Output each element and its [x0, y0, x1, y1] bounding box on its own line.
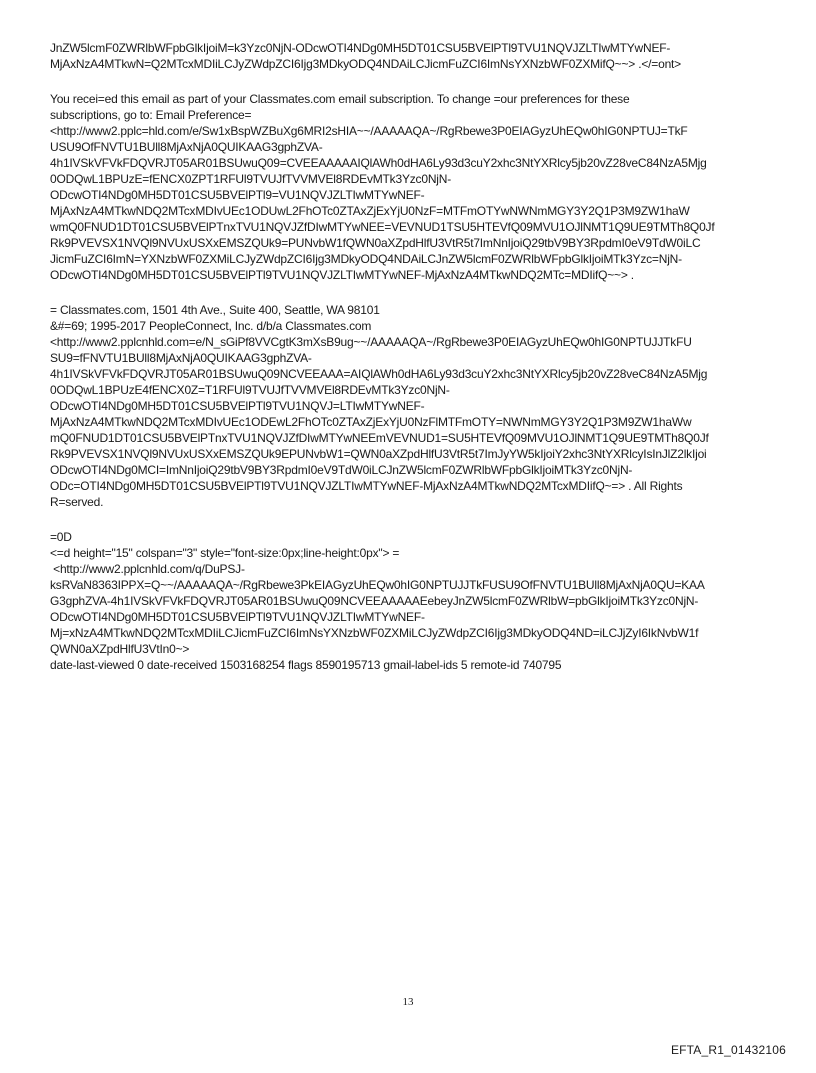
email-metadata: =0D <=d height="15" colspan="3" style="font-size:0px;line-height:0px"> = <http://www2.pplcnhld.com/q/DuPSJ- ksRVaN8363IPPX=Q~~/AAAAAQA~/RgRbewe3PkEIAGyzUhEQw0hIG0NPTUJJTkFUSU9OfFNVTU1BUll8MjAxNjA0QU=KAA G3gphZVA-4h1IVSkVFVkFDQVRJT05AR01BSUwuQ09NCVEEAAAAAEebeyJnZW5lcmF0ZWRlbW=pbGlkIjoiMTk3Yzc0NjN- ODcwOTI4NDg0MH5DT01CSU5BVElPTl9TVU1NQVJZLTIwMTYwNEF- Mj=xNzA4MTkwNDQ2MTcxMDIiLCJicmFuZCI6ImNsYXNzbWF0ZXMiLCJyZWdpZCI6Ijg3MDkyODQ4ND=iLCJjZyI6IkNvbW1f QWN0aXZpdHlfU3VtIn0~> date-last-viewed 0 date-received 1503168254 flags 8590195713 gmail-label-ids 5 remote-id 740795	[50, 530, 705, 672]
company-address-copyright: = Classmates.com, 1501 4th Ave., Suite 400, Seattle, WA 98101 &#=69; 1995-2017 PeopleConnect, Inc. d/b/a Classmates.com <http://www2.pplcnhld.com=e/N_sGiPf8VVCgtK3mXsB9ug~~/AAAAAQA~/RgRbewe3P0EIAGyzUhEQw0hIG0NPTUJJTkFU SU9=fFNVTU1BUll8MjAxNjA0QUIKAAG3gphZVA- 4h1IVSkVFVkFDQVRJT05AR01BSUwuQ09NCVEEAAA=AIQlAWh0dHA6Ly93d3cuY2xhc3NtYXRlcy5jb20vZ28veC84NzA5Mjg 0ODQwL1BPUzE4fENCX0Z=T1RFUl9TVUJfTVVMVEl8RDEvMTk3Yzc0NjN- ODcwOTI4NDg0MH5DT01CSU5BVElPTl9TVU1NQVJ=LTIwMTYwNEF- MjAxNzA4MTkwNDQ2MTcxMDIvUEc1ODEwL2FhOTc0ZTAxZjExYjU0NzFlMTFmOTY=NWNmMGY3Y2Q1P3M9ZW1haWw mQ0FNUD1DT01CSU5BVElPTnxTVU1NQVJZfDIwMTYwNEEmVEVNUD1=SU5HTEVfQ09MVU1OJlNMT1Q9UE9TMTh8Q0Jf Rk9PVEVSX1NVQl9NVUxUSXxEMSZQUk9EPUNvbW1=QWN0aXZpdHlfU3VtR5t7ImJyYW5kIjoiY2xhc3NtYXRlcyIsInJlZ2lkIjoi ODcwOTI4NDg0MCI=ImNnIjoiQ29tbV9BY3RpdmI0eV9TdW0iLCJnZW5lcmF0ZWRlbWFpbGlkIjoiMTk3Yzc0NjN- ODc=OTI4NDg0MH5DT01CSU5BVElPTl9TVU1NQVJZLTIwMTYwNEF-MjAxNzA4MTkwNDQ2MTcxMDIifQ~=> . All Rights R=served.	[50, 303, 709, 509]
subscription-notice: You recei=ed this email as part of your Classmates.com email subscription. To change =our preferences for these subscriptions, go to: Email Preference= <http://www2.pplc=hld.com/e/Sw1xBspWZBuXg6MRI2sHIA~~/AAAAAQA~/RgRbewe3P0EIAGyzUhEQw0hIG0NPTUJ=TkF USU9OfFNVTU1BUll8MjAxNjA0QUIKAAG3gphZVA- 4h1IVSkVFVkFDQVRJT05AR01BSUwuQ09=CVEEAAAAAIQlAWh0dHA6Ly93d3cuY2xhc3NtYXRlcy5jb20vZ28veC84NzA5Mjg 0ODQwL1BPUzE=fENCX0ZPT1RFUl9TVUJfTVVMVEl8RDEvMTk3Yzc0NjN- ODcwOTI4NDg0MH5DT01CSU5BVElPTl9=VU1NQVJZLTIwMTYwNEF- MjAxNzA4MTkwNDQ2MTcxMDIvUEc1ODUwL2FhOTc0ZTAxZjExYjU0NzF=MTFmOTYwNWNmMGY3Y2Q1P3M9ZW1haW wmQ0FNUD1DT01CSU5BVElPTnxTVU1NQVJZfDIwMTYwNEE=VEVNUD1TSU5HTEVfQ09MVU1OJlNMT1Q9UE9TMTh8Q0Jf Rk9PVEVSX1NVQl9NVUxUSXxEMSZQUk9=PUNvbW1fQWN0aXZpdHlfU3VtR5t7ImNnIjoiQ29tbV9BY3RpdmI0eV9TdW0iLC JicmFuZCI6ImN=YXNzbWF0ZXMiLCJyZWdpZCI6Ijg3MDkyODQ4NDAiLCJnZW5lcmF0ZWRlbWFpbGlkIjoiMTk3Yzc=NjN- ODcwOTI4NDg0MH5DT01CSU5BVElPTl9TVU1NQVJZLTIwMTYwNEF-MjAxNzA4MTkwNDQ2MTc=MDIifQ~~> .	[50, 92, 715, 282]
document-id: EFTA_R1_01432106	[670, 1043, 786, 1057]
page-number: 13	[402, 996, 414, 1008]
email-body	[50, 40, 772, 673]
email-header-tail: JnZW5lcmF0ZWRlbWFpbGlkIjoiM=k3Yzc0NjN-ODcwOTI4NDg0MH5DT01CSU5BVElPTl9TVU1NQVJZLTIwMTYwNEF- MjAxNzA4MTkwN=Q2MTcxMDIiLCJyZWdpZCI6Ijg3MDkyODQ4NDAiLCJicmFuZCI6ImNsYXNzbWF0ZXMifQ~~> .</=ont>	[50, 41, 681, 71]
